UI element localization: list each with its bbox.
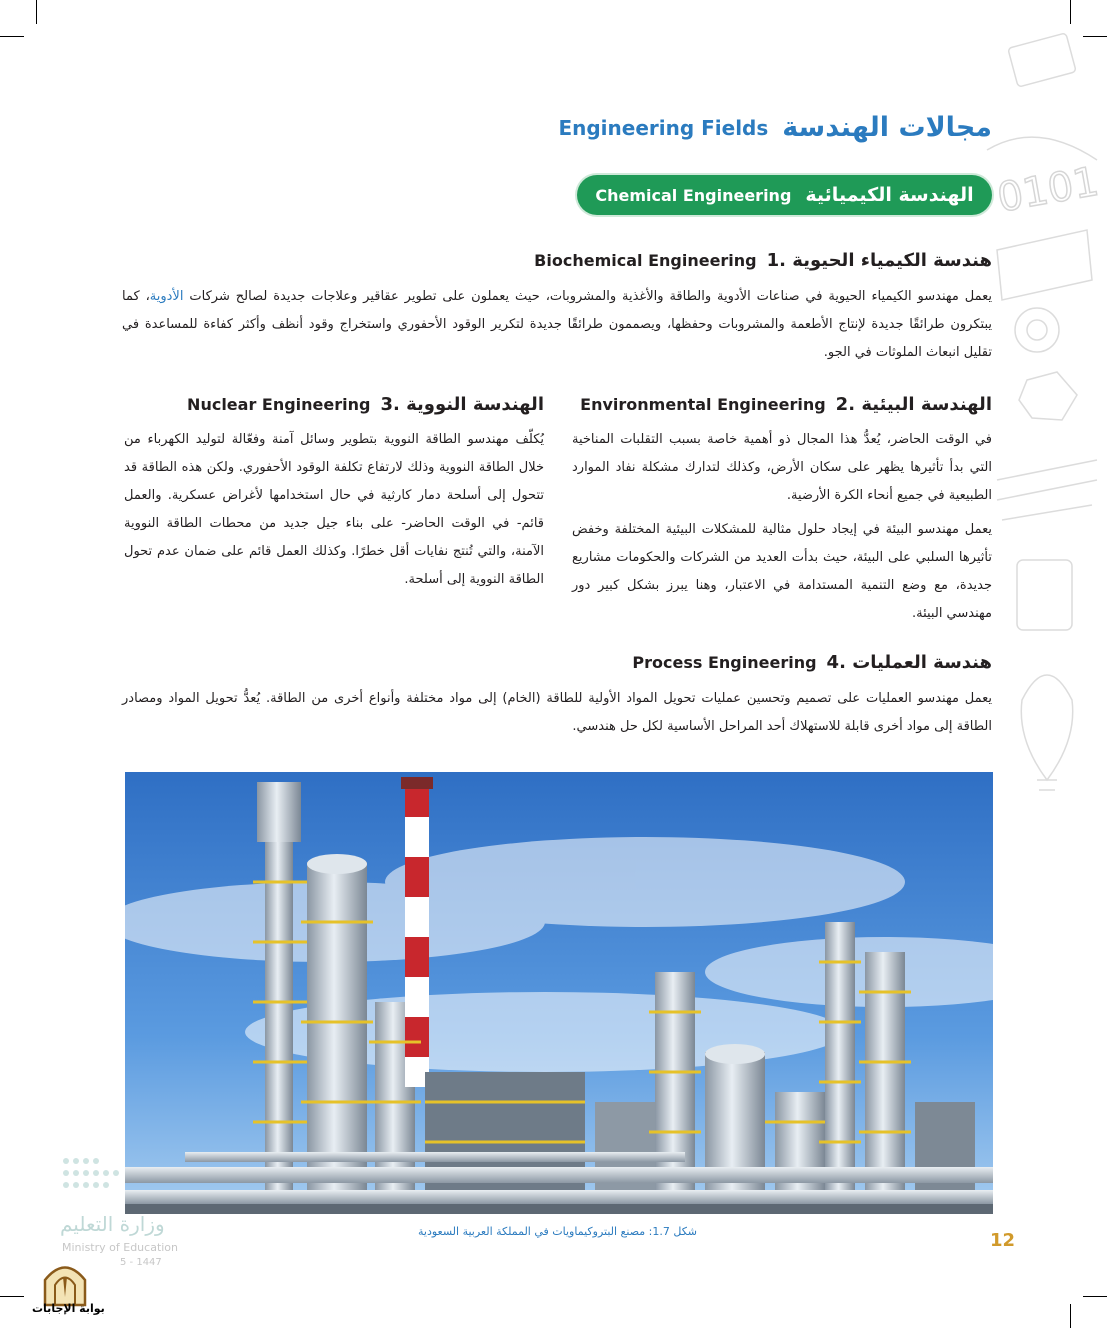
crop-mark (1083, 1296, 1107, 1297)
ministry-dots-icon (60, 1155, 130, 1195)
ministry-year: 5 - 1447 (120, 1257, 162, 1268)
paragraph-biochemical (122, 283, 992, 367)
section-pill (577, 175, 992, 215)
page-number: 12 (990, 1230, 1016, 1251)
paragraph-text: يعمل مهندسو الكيمياء الحيوية في صناعات الأدوية والطاقة والأغذية والمشروبات، حيث يعملون على تطوير عقاقير وعلاجات جديدة لصالح شركات (189, 289, 993, 304)
paragraph-environmental-2: يعمل مهندسو البيئة في إيجاد حلول مثالية للمشكلات البيئية المختلفة وخفض تأثيرها السلبي على البيئة، حيث بدأت العديد من الشركات والحكومات مشاريع جديدة، مع وضع التنمية المستدامة في الاعتبار، وهنا يبرز بشكل كبير دور مهندسي البيئة. (572, 522, 992, 621)
crop-mark (0, 1296, 24, 1297)
paragraph-highlight: الأدوية (149, 289, 184, 304)
heading-ar: 4. هندسة العمليات (826, 652, 992, 673)
svg-text:0101: 0101 (993, 158, 1103, 222)
paragraph-environmental-1: في الوقت الحاضر، يُعدُّ هذا المجال ذو أهمية خاصة بسبب التقلبات المناخية التي بدأ تأثيرها يظهر على سكان الأرض، وكذلك لتدارك مشكلة نفاد الموارد الطبيعية في جميع أنحاء الكرة الأرضية. (572, 432, 992, 503)
heading-en: Environmental Engineering (580, 395, 826, 414)
heading-ar: 1. هندسة الكيمياء الحيوية (766, 250, 992, 271)
heading-en: Nuclear Engineering (187, 395, 371, 414)
section-heading-process (632, 652, 992, 673)
heading-en: Process Engineering (632, 653, 817, 672)
ministry-name-en: Ministry of Education (62, 1241, 179, 1254)
paragraph-nuclear: يُكلّف مهندسو الطاقة النووية بتطوير وسائل آمنة وفعّالة لتوليد الكهرباء من خلال الطاقة النووية وذلك لارتفاع تكلفة الوقود الأحفوري. ولكن هذه الطاقة قد تتحول إلى أسلحة دمار كارثية في حال استخدامها لأغراض عسكرية. والعمل قائم- في الوقت الحاضر- على بناء جيل جديد من محطات الطاقة النووية الآمنة، والتي تُنتج نفايات أقل خطرًا. وكذلك العمل قائم على ضمان عدم تحول الطاقة النووية إلى أسلحة. (124, 432, 544, 587)
paragraph-text: ، كما يبتكرون طرائقًا جديدة لإنتاج الأطعمة والمشروبات وحفظها، ويصممون طرائقًا جديدة لتكرير الوقود الأحفوري واستخراج وقود أنظف وأكثر كفاءة للمساعدة في تقليل انبعاث الملوثات في الجو. (122, 289, 992, 360)
page-title-en: Engineering Fields (558, 115, 769, 140)
crop-mark (1070, 1304, 1071, 1328)
section-heading-nuclear (187, 394, 544, 415)
section-pill-en: Chemical Engineering (595, 185, 792, 205)
figure-petrochemical-plant (125, 772, 993, 1214)
heading-ar: 3. الهندسة النووية (380, 394, 544, 415)
section-pill-ar: الهندسة الكيميائية (805, 184, 974, 206)
decorative-sketch (977, 0, 1107, 900)
crop-mark (36, 0, 37, 24)
crop-mark (0, 36, 24, 37)
portal-label: بوابة الإجابات (32, 1302, 105, 1315)
page-title-ar: مجالات الهندسة (782, 112, 992, 143)
section-heading-biochemical (534, 250, 992, 271)
page-title (558, 112, 992, 143)
ministry-name-ar: وزارة التعليم (60, 1212, 165, 1236)
figure-caption: شكل 1.7: مصنع البتروكيماويات في المملكة العربية السعودية (418, 1225, 697, 1238)
heading-ar: 2. الهندسة البيئية (835, 394, 992, 415)
section-heading-environmental (580, 394, 992, 415)
paragraph-process: يعمل مهندسو العمليات على تصميم وتحسين عمليات تحويل المواد الأولية للطاقة (الخام) إلى مواد مختلفة وأنواع أخرى من الطاقة. يُعدُّ تحويل المواد ومصادر الطاقة إلى مواد أخرى قابلة للاستهلاك أحد المراحل الأساسية لكل حل هندسي. (122, 691, 992, 734)
heading-en: Biochemical Engineering (534, 251, 757, 270)
